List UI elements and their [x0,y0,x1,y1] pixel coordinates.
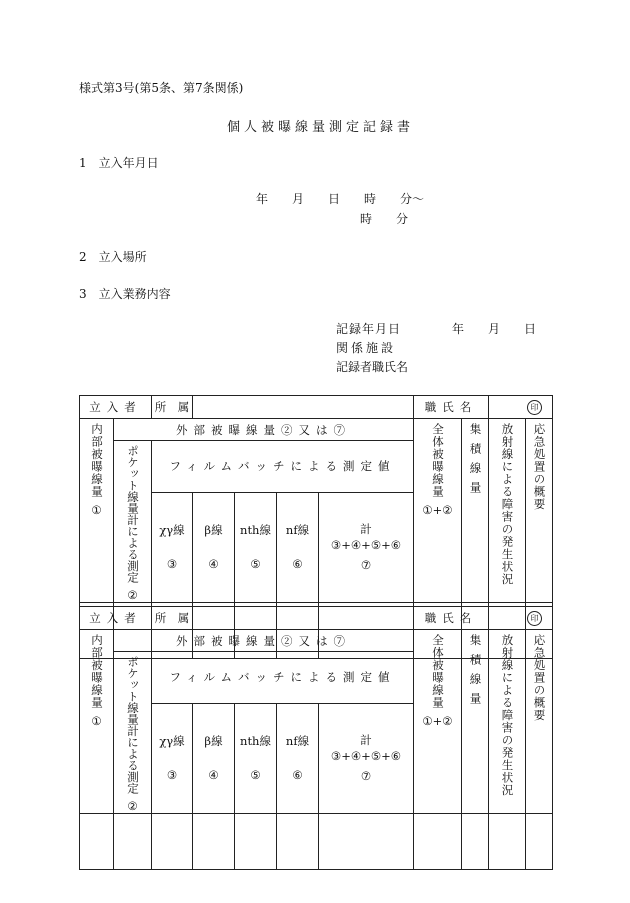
injury-status-header: 放射線による障害の発生状況 [489,419,526,603]
entrant-label: 立入者 [80,607,152,630]
input-cell[interactable] [319,814,414,870]
beta-header: β線 ④ [193,492,235,602]
film-badge-header: フィルムバッチによる測定値 [152,652,414,704]
entrant-label: 立入者 [80,396,152,419]
injury-status-header: 放射線による障害の発生状況 [489,630,526,814]
seal-mark: 印 [527,400,542,415]
nf-header: nf線 ⑥ [277,492,319,602]
position-name-label: 職氏名 [414,396,489,419]
input-cell[interactable] [193,814,235,870]
beta-header: β線 ④ [193,703,235,813]
external-dose-header: 外部被曝線量②又は⑦ [114,419,414,441]
affiliation-value [193,396,414,419]
pocket-dosimeter-header: ポケット線量計による測定 ② [114,441,152,603]
section-entry-date-label: 1 立入年月日 [79,156,159,170]
nf-header: nf線 ⑥ [277,703,319,813]
position-name-value [489,607,553,630]
recorder-label: 記録者職氏名 [336,360,409,374]
cumulative-dose-header: 集積線量 [462,419,489,603]
pocket-dosimeter-header: ポケット線量計による測定 ② [114,652,152,814]
input-cell[interactable] [235,814,277,870]
internal-dose-header: 内部被曝線量 ① [80,630,114,814]
x-gamma-header: χγ線 ③ [152,703,193,813]
dose-record-table-2 [79,606,553,870]
affiliation-label: 所 属 [152,607,193,630]
whole-body-dose-header: 全体被曝線量 ①+② [414,630,462,814]
x-gamma-header: χγ線 ③ [152,492,193,602]
document-title: 個人被曝線量測定記録書 [227,120,415,135]
input-cell[interactable] [114,814,152,870]
emergency-measures-header: 応急処置の概要 [526,630,553,814]
affiliation-value [193,607,414,630]
input-cell[interactable] [80,814,114,870]
input-cell[interactable] [526,814,553,870]
facility-label: 関係施設 [336,341,397,355]
position-name-value [489,396,553,419]
section-entry-work-label: 3 立入業務内容 [79,287,171,301]
seal-mark: 印 [527,611,542,626]
record-date-value: 年 月 日 [452,322,537,336]
input-cell[interactable] [462,814,489,870]
input-cell[interactable] [152,814,193,870]
form-number: 様式第3号(第5条、第7条関係) [79,81,244,95]
nth-header: nth線 ⑤ [235,492,277,602]
input-cell[interactable] [277,814,319,870]
external-dose-header: 外部被曝線量②又は⑦ [114,630,414,652]
cumulative-dose-header: 集積線量 [462,630,489,814]
total-header: 計 ③+④+⑤+⑥ ⑦ [319,492,414,602]
position-name-label: 職氏名 [414,607,489,630]
record-date-label: 記録年月日 [336,322,402,336]
total-header: 計 ③+④+⑤+⑥ ⑦ [319,703,414,813]
input-cell[interactable] [414,814,462,870]
emergency-measures-header: 応急処置の概要 [526,419,553,603]
nth-header: nth線 ⑤ [235,703,277,813]
entry-time-line: 時 分 [360,212,409,226]
section-entry-place-label: 2 立入場所 [79,250,147,264]
whole-body-dose-header: 全体被曝線量 ①+② [414,419,462,603]
internal-dose-header: 内部被曝線量 ① [80,419,114,603]
film-badge-header: フィルムバッチによる測定値 [152,441,414,493]
input-cell[interactable] [489,814,526,870]
affiliation-label: 所 属 [152,396,193,419]
entry-date-line: 年 月 日 時 分〜 [256,192,425,206]
